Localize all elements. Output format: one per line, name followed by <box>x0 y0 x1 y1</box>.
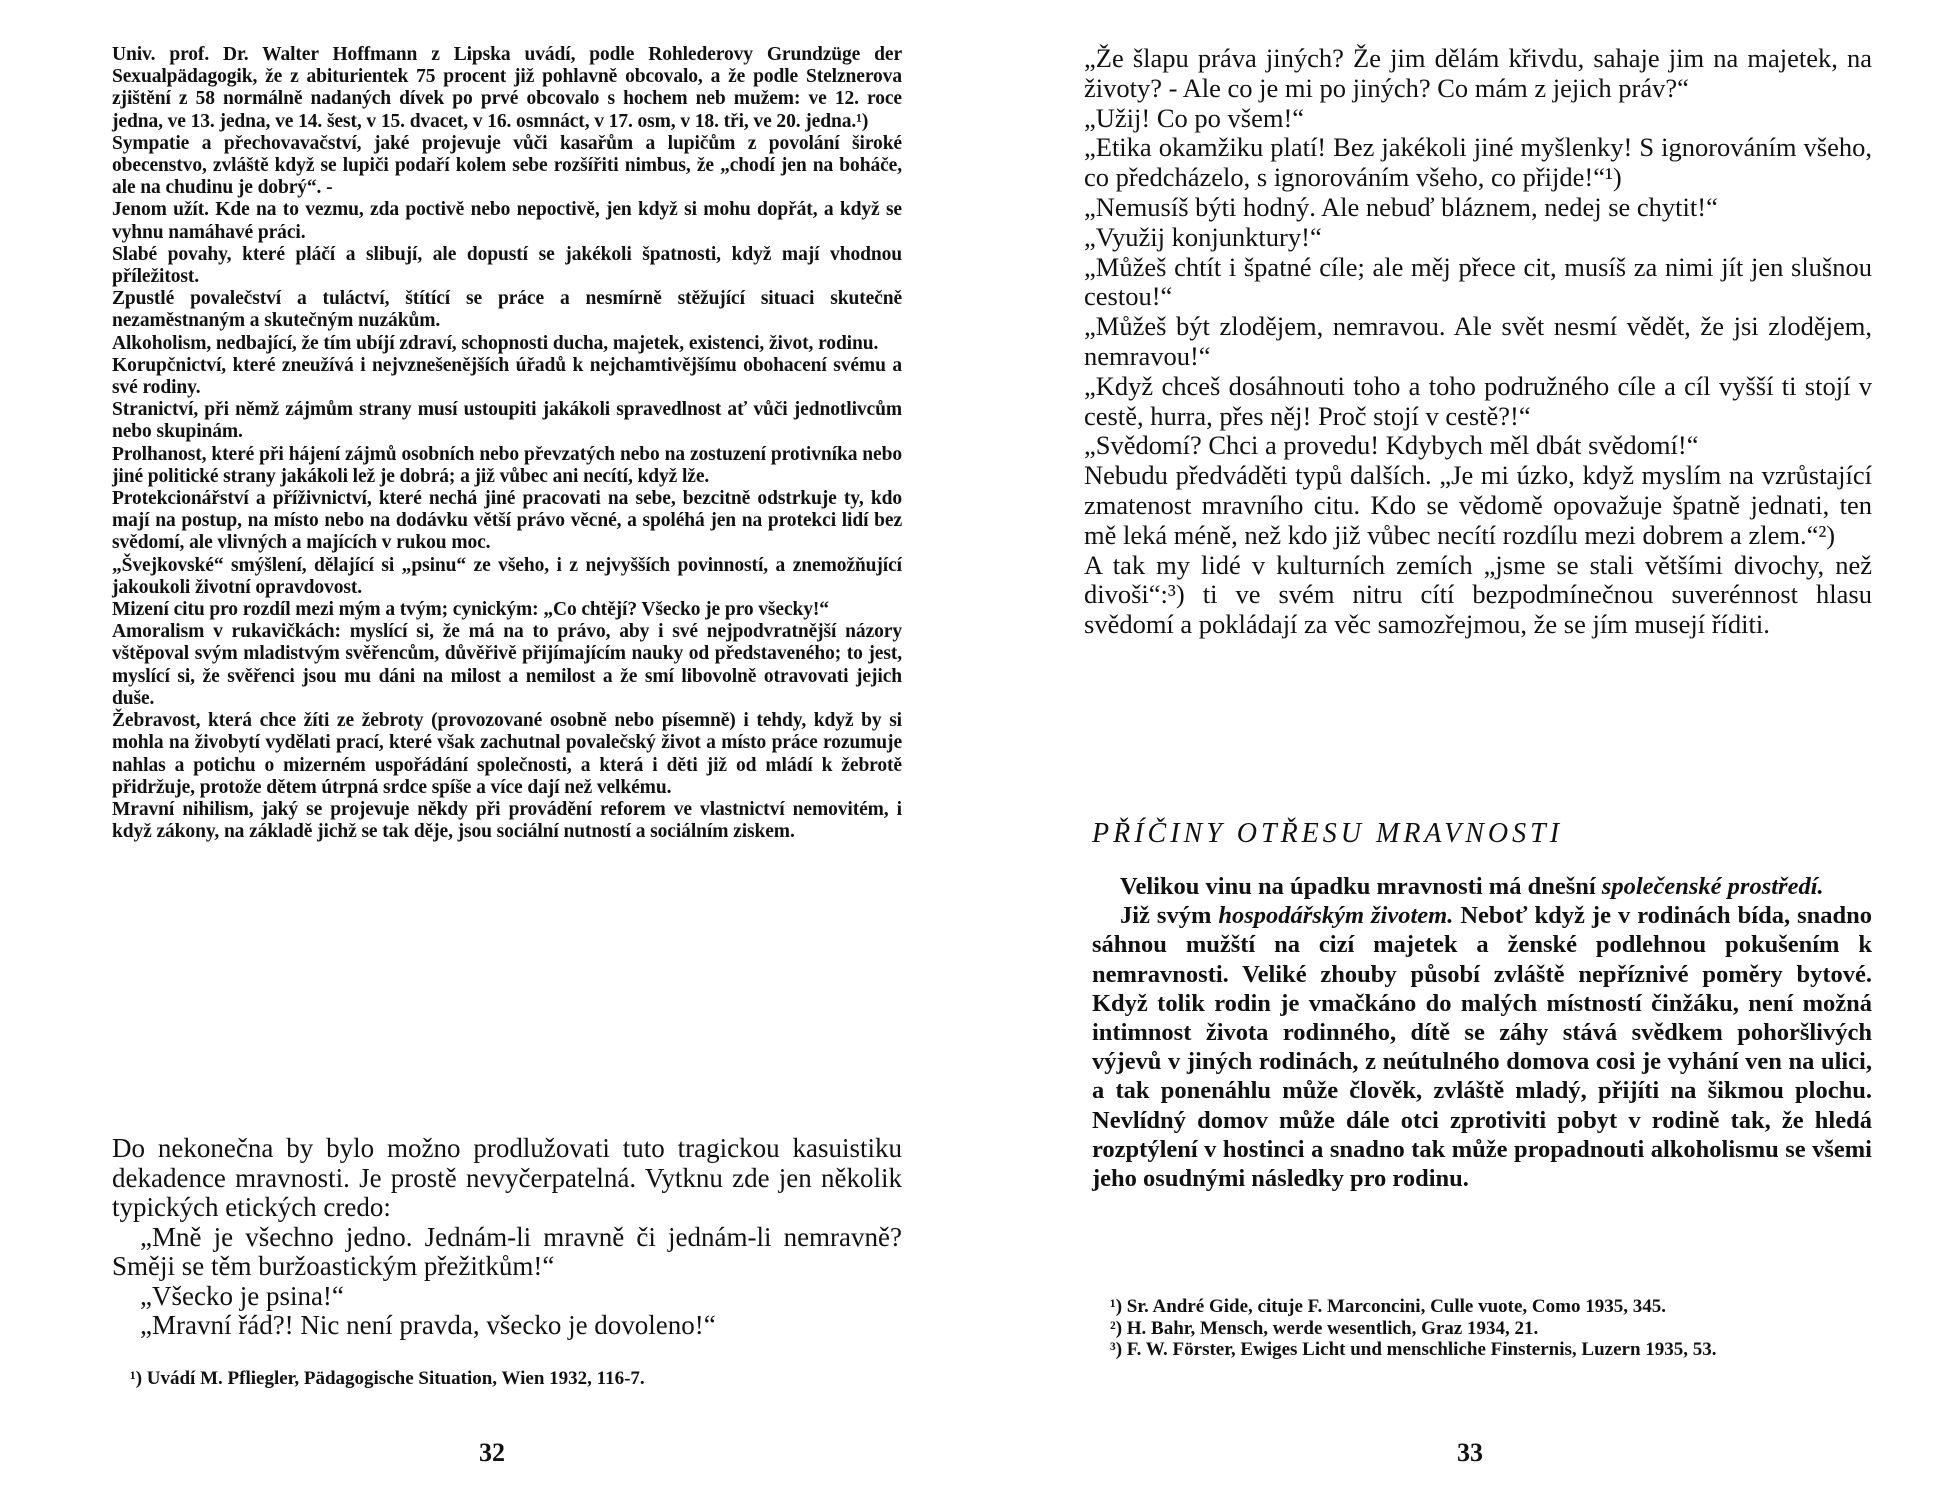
right-large-text <box>1082 44 1872 640</box>
left-big-paragraph: „Mně je všechno jedno. Jednám-li mravně či jednám-li nemravně? Směji se těm buržoastickým přežitkům!“ <box>112 1221 902 1281</box>
right-paragraph: „Užij! Co po všem!“ <box>1084 102 1305 133</box>
right-paragraph: „Můžeš být zlodějem, nemravou. Ale svět nesmí vědět, že jsi zlodějem, nemravou!“ <box>1084 311 1872 371</box>
footnote: ³) F. W. Förster, Ewiges Licht und menschliche Finsternis, Luzern 1935, 53. <box>1110 1339 1717 1360</box>
section-emphasis: hospodářským životem. <box>1218 902 1454 930</box>
page-number-left: 32 <box>479 1438 505 1467</box>
right-paragraph: „Že šlapu práva jiných? Že jim dělám křivdu, sahaje jim na majetek, na životy? - Ale co je mi po jiných? Co mám z jejich práv?“ <box>1084 43 1872 103</box>
right-paragraph: „Můžeš chtít i špatné cíle; ale měj přece cit, musíš za nimi jít jen slušnou cestou!“ <box>1084 251 1872 312</box>
section-text: Již svým <box>1120 902 1212 930</box>
footnote: ¹) Sr. André Gide, cituje F. Marconcini, Culle vuote, Como 1935, 345. <box>1110 1296 1666 1317</box>
right-paragraph: „Svědomí? Chci a provedu! Kdybych měl dbát svědomí!“ <box>1084 430 1699 461</box>
left-big-paragraph: „Mravní řád?! Nic není pravda, všecko je dovoleno!“ <box>140 1310 716 1340</box>
section-body <box>1092 872 1872 1193</box>
left-paragraph: Sympatie a přechovavačství, jaké projevuje vůči kasařům a lupičům z povolání široké obecenstvo, zvláště když se lupiči podaří kolem sebe rozšířiti nimbus, že „chodí jen na boháče, ale na chudinu je dobrý“. - <box>112 132 902 199</box>
left-paragraph: Prolhanost, které při hájení zájmů osobních nebo převzatých nebo na zostuzení protivníka nebo jiné politické strany jakákoli lež je dobrá; a již vůbec ani necítí, když lže. <box>112 443 902 487</box>
left-paragraph: Žebravost, která chce žíti ze žebroty (provozované osobně nebo písemně) i tehdy, když by si mohla na živobytí vydělati prací, které však zachutnal povalečský život a místo práce rozumuje nahlas a potichu o mizerném uspořádání společnosti, a která i děti již od mládí k žebrotě přidržuje, protože dětem útrpná srdce spíše a více dají než velkému. <box>112 710 902 798</box>
section-heading: PŘÍČINY OTŘESU MRAVNOSTI <box>1092 818 1564 849</box>
left-paragraph: Zpustlé povalečství a tuláctví, štítící se práce a nesmírně stěžující situaci skutečně nezaměstnaným a skutečným nuzákům. <box>112 288 902 332</box>
left-paragraph: Jenom užít. Kde na to vezmu, zda poctivě nebo nepoctivě, jen když si mohu dopřát, a když se vyhnu namáhavé práci. <box>112 199 902 243</box>
left-big-paragraph: Do nekonečna by bylo možno prodlužovati tuto tragickou kasuistiku dekadence mravnosti. Je prostě nevyčerpatelná. Vytknu zde jen několik typických etických credo: <box>112 1133 902 1222</box>
right-paragraph: A tak my lidé v kulturních zemích „jsme se stali většími divochy, než divoši“:³) ti ve svém nitru cítí bezpodmínečnou suverénnost hlasu svědomí a pokládají za věc samozřejmou, že se jím musejí říditi. <box>1084 549 1872 640</box>
section-paragraph <box>1092 901 1872 1193</box>
right-paragraph: Nebudu předváděti typů dalších. „Je mi úzko, když myslím na vzrůstající zmatenost mravního citu. Kdo se vědomě opovažuje špatně jednati, ten mě leká méně, než kdo již vůbec necítí rozdílu mezi dobrem a zlem.“²) <box>1084 460 1872 550</box>
section-text: Neboť když je v rodinách bída, snadno sáhnou mužští na cizí majetek a ženské podlehnou pokušením k nemravnosti. Veliké zhouby působí zvláště nepříznivé poměry bytové. Když tolik rodin je vmačkáno do malých místností činžáku, není možná intimnost života rodinného, dítě se záhy stává svědkem pohoršlivých výjevů v jiných rodinách, z neútulného domova cosi je vyhání ven na ulici, a tak ponenáhlu může člověk, zvláště mladý, přijíti na šikmou plochu. Nevlídný domov může dále otci zprotiviti pobyt v rodině tak, že hledá rozptýlení v hostinci a snadno tak může propadnouti alkoholismu se všemi jeho osudnými následky pro rodinu. <box>1092 902 1873 1193</box>
section-emphasis: společenské prostředí. <box>1601 873 1824 900</box>
left-small-text <box>112 44 902 843</box>
right-footnotes <box>1092 1296 1872 1361</box>
left-paragraph: Alkoholism, nedbající, že tím ubíjí zdraví, schopnosti ducha, majetek, existenci, život, rodinu. <box>112 332 879 354</box>
section-paragraph <box>1092 872 1872 901</box>
footnote: ²) H. Bahr, Mensch, werde wesentlich, Graz 1934, 21. <box>1110 1317 1539 1339</box>
left-paragraph: „Švejkovské“ smýšlení, dělající si „psinu“ ze všeho, i z nejvyšších povinností, a znemožňující jakoukoli životní opravdovost. <box>112 554 902 598</box>
right-paragraph: „Etika okamžiku platí! Bez jakékoli jiné myšlenky! S ignorováním všeho, co předcházelo, s ignorováním všeho, co přijde!“¹) <box>1084 132 1872 193</box>
left-paragraph: Mizení citu pro rozdíl mezi mým a tvým; cynickým: „Co chtějí? Všecko je pro všecky!“ <box>112 599 829 621</box>
right-paragraph: „Využij konjunktury!“ <box>1084 221 1322 252</box>
left-paragraph: Slabé povahy, které pláčí a slibují, ale dopustí se jakékoli špatnosti, když mají vhodnou příležitost. <box>112 243 902 288</box>
left-paragraph: Korupčnictví, které zneužívá i nejvznešenějších úřadů k nejchamtivějšímu obohacení svému a své rodiny. <box>112 354 902 399</box>
page-number-right: 33 <box>1457 1438 1483 1467</box>
left-paragraph: Protekcionářství a příživnictví, které nechá jiné pracovati na sebe, bezcitně odstrkuje ty, kdo mají na postup, na místo nebo na dodávku větší právo věcné, a spoléhá jen na protekci lidí bez svědomí, ale vlivných a majících v rukou moc. <box>112 488 902 554</box>
left-large-text <box>112 1134 902 1341</box>
left-paragraph: Mravní nihilism, jaký se projevuje někdy při provádění reforem ve vlastnictví nemovitém, i když zákony, na základě jichž se tak děje, jsou sociální nutností a sociálním ziskem. <box>112 798 902 843</box>
left-big-paragraph: „Všecko je psina!“ <box>140 1280 344 1311</box>
left-paragraph: Univ. prof. Dr. Walter Hoffmann z Lipska uvádí, podle Rohlederovy Grundzüge der Sexualpädagogik, že z abiturientek 75 procent již pohlavně obcovalo, a že podle Stelznerova zjištění z 58 normálně nadaných dívek po prvé obcovalo s hochem neb mužem: ve 12. roce jedna, ve 13. jedna, ve 14. šest, v 15. dvacet, v 16. osmnáct, v 17. osm, v 18. tři, ve 20. jedna.¹) <box>112 44 902 132</box>
section-text: Velikou vinu na úpadku mravnosti má dnešní <box>1120 873 1596 900</box>
left-paragraph: Amoralism v rukavičkách: myslící si, že má na to právo, aby i své nejpodvratnější názory vštěpoval svým mladistvým svěřencům, důvěřivě přijímajícím nauky od představeného; to jest, myslící si, že svěřenci jsou mu dáni na milost a nemilost a že smí libovolně otravovati jejich duše. <box>112 621 902 709</box>
left-footnote: ¹) Uvádí M. Pfliegler, Pädagogische Situation, Wien 1932, 116-7. <box>130 1368 645 1389</box>
right-paragraph: „Když chceš dosáhnouti toho a toho podružného cíle a cíl vyšší ti stojí v cestě, hurra, přes něj! Proč stojí v cestě?!“ <box>1084 370 1872 431</box>
left-paragraph: Stranictví, při němž zájmům strany musí ustoupiti jakákoli spravedlnost ať vůči jednotlivcům nebo skupinám. <box>112 399 902 443</box>
right-paragraph: „Nemusíš býti hodný. Ale nebuď bláznem, nedej se chytit!“ <box>1084 191 1718 222</box>
